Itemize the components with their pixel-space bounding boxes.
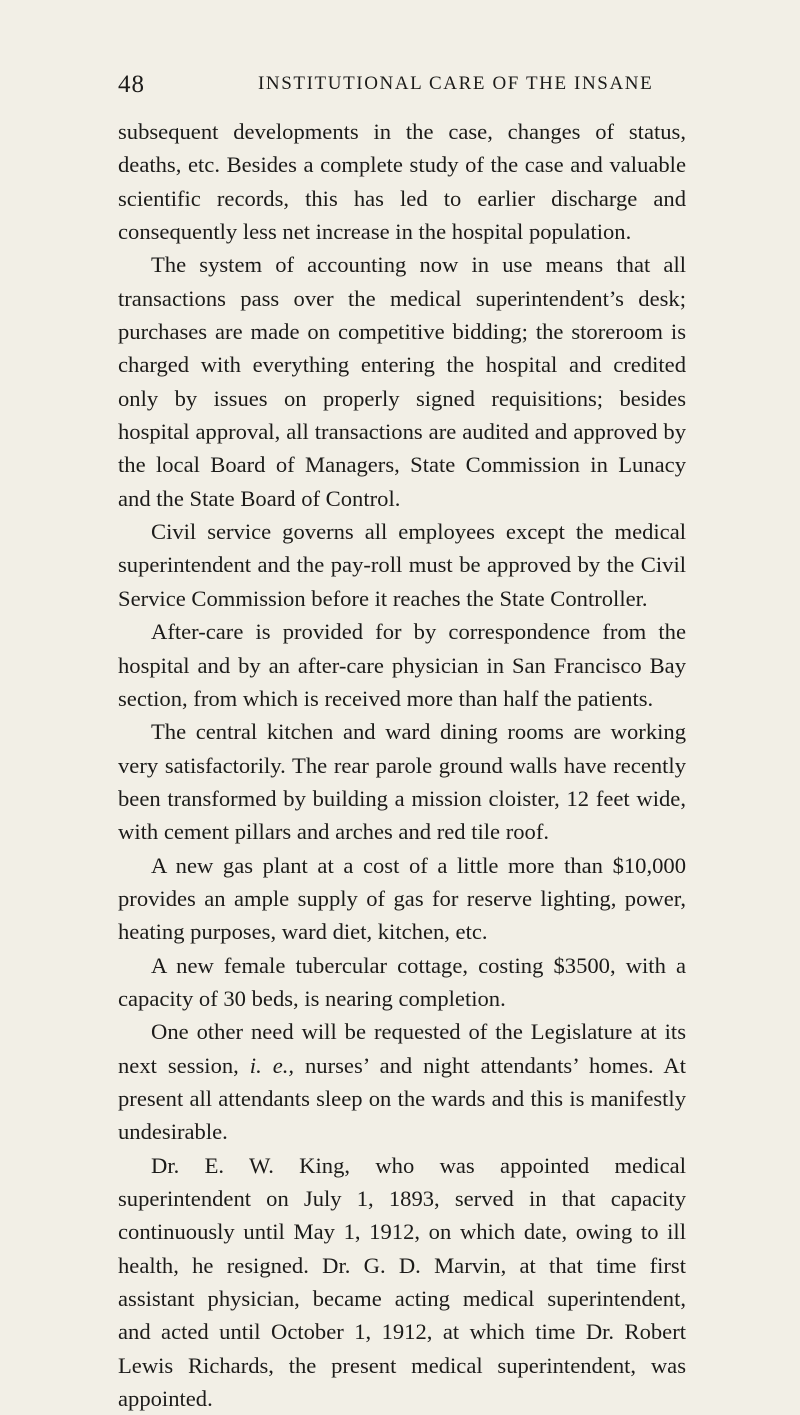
paragraph-gas-plant: A new gas plant at a cost of a little more than $10,000 provides an ample supply of gas for reserve lighting, power, heating purposes, ward diet, kitchen, etc. [118, 852, 686, 945]
paragraph-accounting-system: The system of accounting now in use means that all transactions pass over the medical superintendent’s desk; purchases are made on competitive bidding; the storeroom is charged with everything entering the hospital and credited only by issues on properly signed requisitions; besides hospital approval, all transactions are audited and approved by the local Board of Managers, State Commission in Lunacy and the State Board of Control. [118, 252, 686, 511]
paragraph-central-kitchen: The central kitchen and ward dining rooms are working very satisfactorily. The rear parole ground walls have recently been transformed by building a mission cloister, 12 feet wide, with cement pillars and arches and red tile roof. [118, 719, 686, 845]
paragraph-legislature-request-end: nurses’ and night attendants’ homes. At present all attendants sleep on the wards and this is manifestly undesirable. [118, 1052, 686, 1145]
running-title: INSTITUTIONAL CARE OF THE INSANE [258, 73, 654, 94]
paragraph-superintendents: Dr. E. W. King, who was appointed medical superintendent on July 1, 1893, served in that capacity continuously until May 1, 1912, on which date, owing to ill health, he resigned. Dr. G. D. Marvin, at that time first assistant physician, became acting medical superintendent, and acted until October 1, 1912, at which time Dr. Robert Lewis Richards, the present medical superintendent, was appointed. [118, 1152, 686, 1412]
paragraph-continued-from-previous-page: subsequent developments in the case, changes of status, deaths, etc. Besides a complete study of the case and valuable scientific records, this has led to earlier discharge and consequently less net increase in the hospital population. [118, 119, 686, 245]
running-head [118, 71, 718, 111]
body-text [118, 115, 686, 1415]
page-number: 48 [118, 71, 145, 98]
paragraph-after-care: After-care is provided for by correspondence from the hospital and by an after-care physician in San Francisco Bay section, from which is received more than half the patients. [118, 619, 686, 711]
paragraph-legislature-request [118, 1015, 686, 1148]
paragraph-legislature-request-start: One other need will be requested of the Legislature at its next session, [118, 1019, 686, 1078]
italic-abbreviation: i. e., [249, 1052, 295, 1078]
paragraph-tubercular-cottage: A new female tubercular cottage, costing $3500, with a capacity of 30 beds, is nearing completion. [118, 952, 686, 1011]
paragraph-civil-service: Civil service governs all employees except the medical superintendent and the pay-roll must be approved by the Civil Service Commission before it reaches the State Controller. [118, 519, 686, 611]
